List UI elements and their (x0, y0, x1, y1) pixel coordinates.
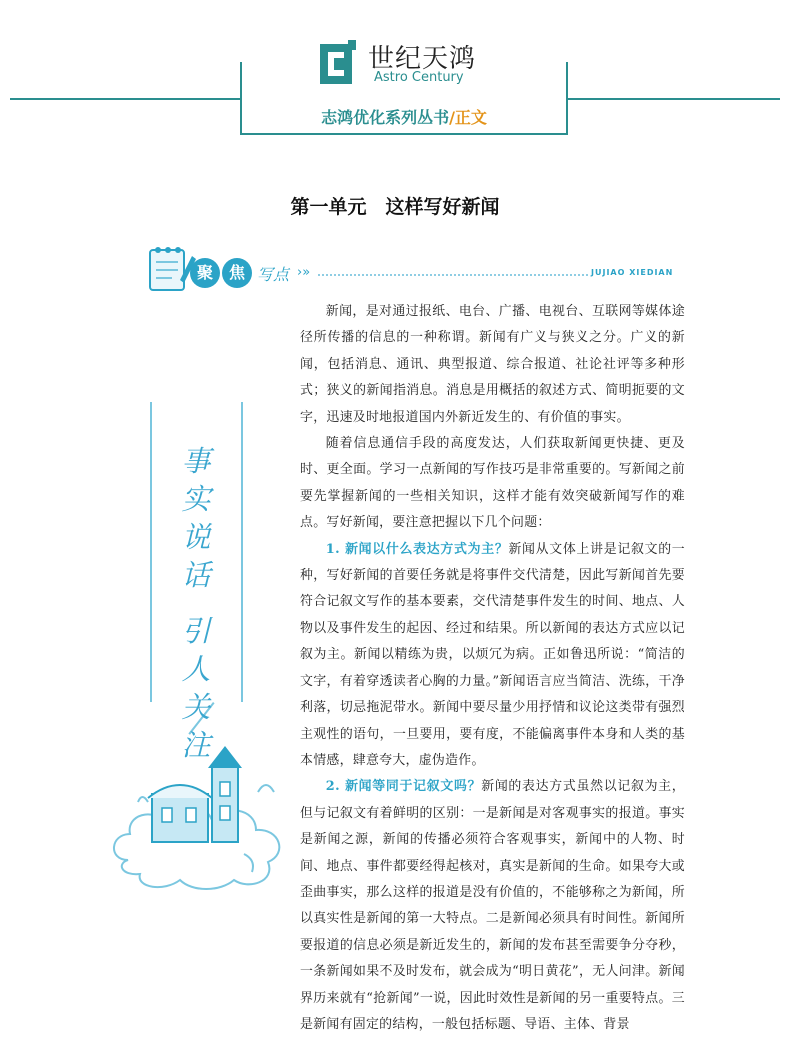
slogan-char: 注 (181, 728, 211, 762)
dotted-rule (318, 274, 588, 276)
paragraph (300, 774, 685, 1038)
paragraph-text: 新闻的表达方式虽然以记叙为主，但与记叙文有着鲜明的区别：一是新闻是对客观事实的报道。事实是新闻之源，新闻的传播必须符合客观事实，新闻中的人物、时间、地点、事件都要经得起核对，真实是新闻的生命。如果夸大或歪曲事实，那么这样的报道是没有价值的，不能够称之为新闻，所以真实性是新闻的第一大特点。二是新闻必须具有时间性。新闻所要报道的信息必须是新近发生的，新闻的发布甚至需要争分夺秒，一条新闻如果不及时发布，就会成为“明日黄花”，无人问津。新闻界历来就有“抢新闻”一说，因此时效性是新闻的另一重要特点。三是新闻有固定的结构，一般包括标题、导语、主体、背景 (300, 779, 685, 1032)
header-rule-left (10, 98, 242, 100)
paragraph-text: 新闻从文体上讲是记叙文的一种，写好新闻的首要任务就是将事件交代清楚，因此写新闻首先要符合记叙文写作的基本要素，交代清楚事件发生的时间、地点、人物以及事件发生的起因、经过和结果。所以新闻的表达方式应以记叙为主。新闻以精练为贵，以烦冗为病。正如鲁迅所说：“简洁的文字，有着穿透读者心胸的力量。”新闻语言应当简洁、洗练，干净利落，切忌拖泥带水。新闻中要尽量少用抒情和议论这类带有强烈主观性的语句，一旦要用，要有度，不能偏离事件本身和人类的基本情感，肆意夸大，虚伪造作。 (300, 541, 685, 768)
series-section: 正文 (454, 108, 487, 127)
point-heading: 1. 新闻以什么表达方式为主？ (325, 541, 509, 557)
focus-badge-ju: 聚 (190, 258, 220, 288)
paragraph (300, 537, 685, 775)
header-rule-right (568, 98, 780, 100)
cloud-house-illustration (108, 742, 290, 892)
side-rule-left (150, 402, 152, 702)
slogan-char: 人 (181, 652, 211, 686)
focus-pinyin: JUJIAO XIEDIAN (591, 268, 674, 277)
paragraph (300, 299, 685, 431)
paragraph-text: 新闻，是对通过报纸、电台、广播、电视台、互联网等媒体途径所传播的信息的一种称谓。新闻有广义与狭义之分。广义的新闻，包括消息、通讯、典型报道、综合报道、社论社评等多种形式；狭义的新闻指消息。消息是用概括的叙述方式、简明扼要的文字，迅速及时地报道国内外新近发生的、有价值的事实。 (300, 304, 685, 425)
series-separator: / (449, 108, 455, 127)
focus-subtitle: 写点 (257, 265, 290, 284)
side-rule-right (241, 402, 243, 702)
slogan-gap (166, 594, 226, 612)
paragraph-text: 随着信息通信手段的高度发达，人们获取新闻更快捷、更及时、更全面。学习一点新闻的写作技巧是非常重要的。写新闻之前要先掌握新闻的一些相关知识，这样才能有效突破新闻写作的难点。写好新闻，要注意把握以下几个问题： (300, 436, 685, 531)
slogan-char: 实 (181, 482, 211, 516)
series-title (240, 105, 568, 128)
focus-badge-jiao: 焦 (222, 258, 252, 288)
logo-chinese-name: 世纪天鸿 (368, 44, 477, 74)
paragraph (300, 431, 685, 537)
slogan-char: 事 (181, 444, 211, 478)
slogan-char: 话 (181, 558, 211, 592)
unit-title: 第一单元 这样写好新闻 (290, 196, 500, 218)
publisher-logo (300, 36, 490, 90)
article-body (300, 299, 685, 1038)
logo-mark-icon (318, 40, 358, 88)
series-name: 志鸿优化系列丛书 (321, 108, 450, 127)
slogan-char: 说 (181, 520, 211, 554)
notepad-pencil-icon (146, 242, 196, 294)
logo-english-name: Astro Century (374, 70, 464, 85)
slogan-char: 关 (181, 690, 211, 724)
slogan-char: 引 (181, 614, 211, 648)
focus-arrow-icon: ›» (297, 265, 311, 280)
point-heading: 2. 新闻等同于记叙文吗？ (325, 779, 482, 795)
side-slogan (166, 442, 226, 764)
